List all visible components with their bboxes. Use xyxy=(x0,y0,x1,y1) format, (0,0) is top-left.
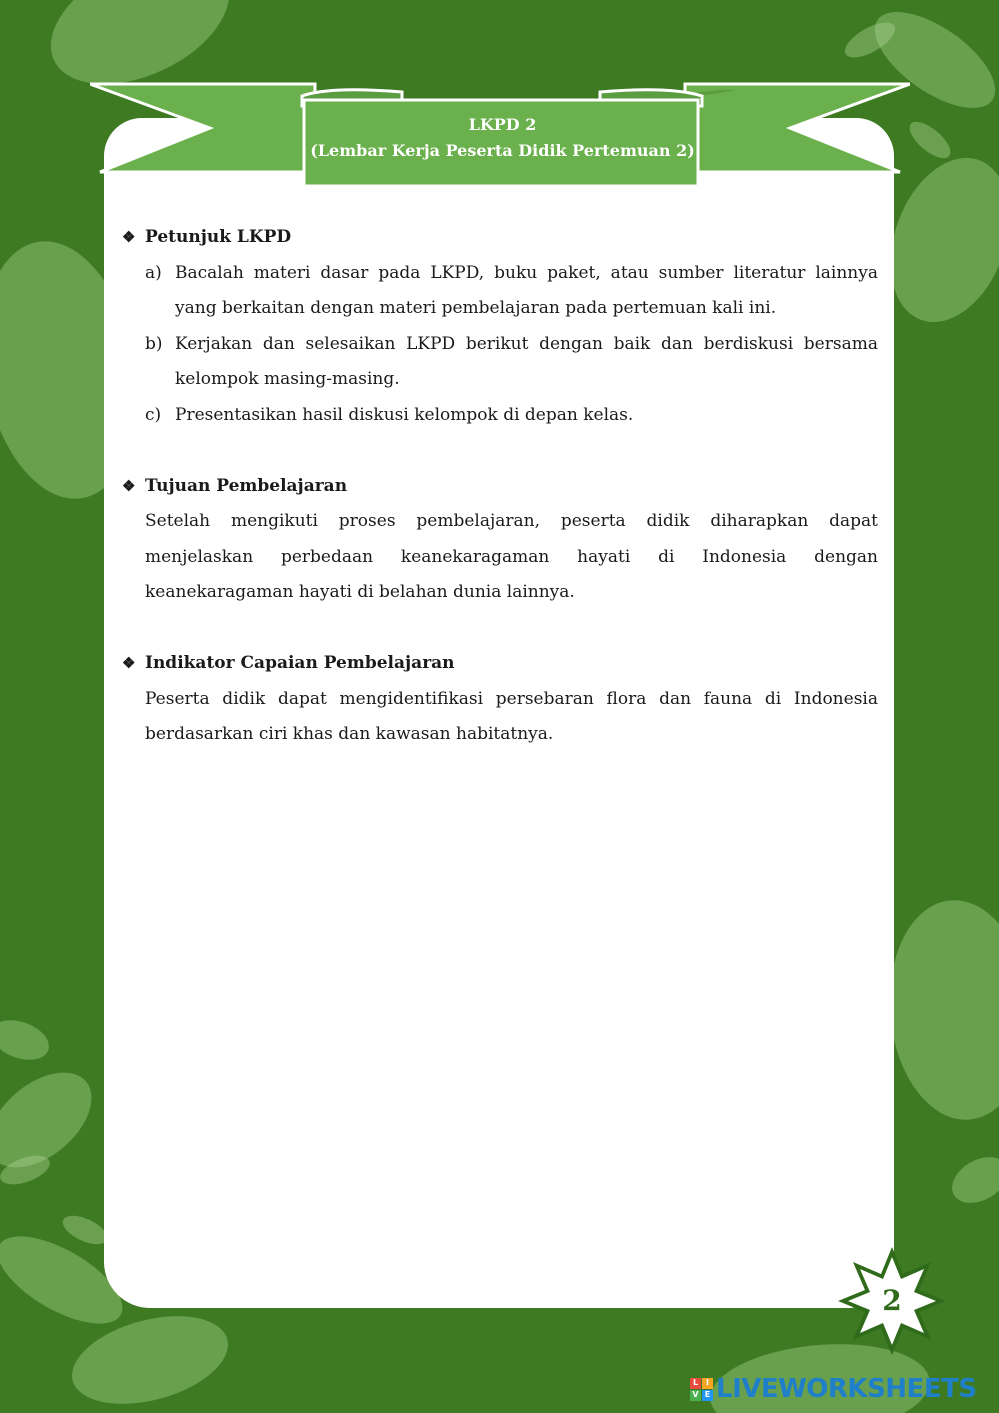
lkpd-code: LKPD 2 xyxy=(468,115,537,134)
worksheet-content xyxy=(122,220,878,753)
section-heading-indicators xyxy=(122,646,878,682)
diamond-bullet-icon: ❖ xyxy=(122,228,136,246)
list-item xyxy=(145,398,878,434)
section-heading-instructions xyxy=(122,220,878,256)
diamond-bullet-icon: ❖ xyxy=(122,476,136,495)
list-item xyxy=(145,327,878,398)
logo-letter: I xyxy=(702,1378,713,1389)
page-number: 2 xyxy=(882,1284,902,1317)
logo-letter: V xyxy=(690,1390,701,1401)
lkpd-subtitle: (Lembar Kerja Peserta Didik Pertemuan 2) xyxy=(310,141,695,160)
section-title: Petunjuk LKPD xyxy=(145,227,292,247)
diamond-bullet-icon: ❖ xyxy=(122,654,136,672)
objectives-paragraph: Setelah mengikuti proses pembelajaran, peserta didik diharapkan dapat menjelaskan perbedaan keanekaragaman hayati di Indonesia dengan keanekaragaman hayati di belahan dunia lainnya. xyxy=(145,511,878,602)
list-item xyxy=(145,256,878,327)
logo-letter: E xyxy=(702,1390,713,1401)
list-marker: a) xyxy=(145,262,162,283)
section-title: Tujuan Pembelajaran xyxy=(145,475,348,496)
liveworksheets-grid-icon xyxy=(690,1378,713,1401)
instruction-list xyxy=(122,256,878,434)
list-marker: c) xyxy=(145,404,162,425)
liveworksheets-logo[interactable] xyxy=(690,1374,977,1404)
section-heading-objectives xyxy=(122,469,878,505)
list-item-text: Bacalah materi dasar pada LKPD, buku paket, atau sumber literatur lainnya yang berkaitan dengan materi pembelajaran pada pertemuan kali ini. xyxy=(175,262,878,318)
list-marker: b) xyxy=(145,333,163,354)
list-item-text: Presentasikan hasil diskusi kelompok di depan kelas. xyxy=(175,404,634,425)
section-title: Indikator Capaian Pembelajaran xyxy=(145,653,455,673)
indicators-paragraph: Peserta didik dapat mengidentifikasi persebaran flora dan fauna di Indonesia berdasarkan ciri khas dan kawasan habitatnya. xyxy=(145,688,878,744)
liveworksheets-wordmark: LIVEWORKSHEETS xyxy=(716,1374,977,1404)
banner-title xyxy=(305,112,700,164)
logo-letter: L xyxy=(690,1378,701,1389)
list-item-text: Kerjakan dan selesaikan LKPD berikut dengan baik dan berdiskusi bersama kelompok masing-masing. xyxy=(175,333,878,389)
